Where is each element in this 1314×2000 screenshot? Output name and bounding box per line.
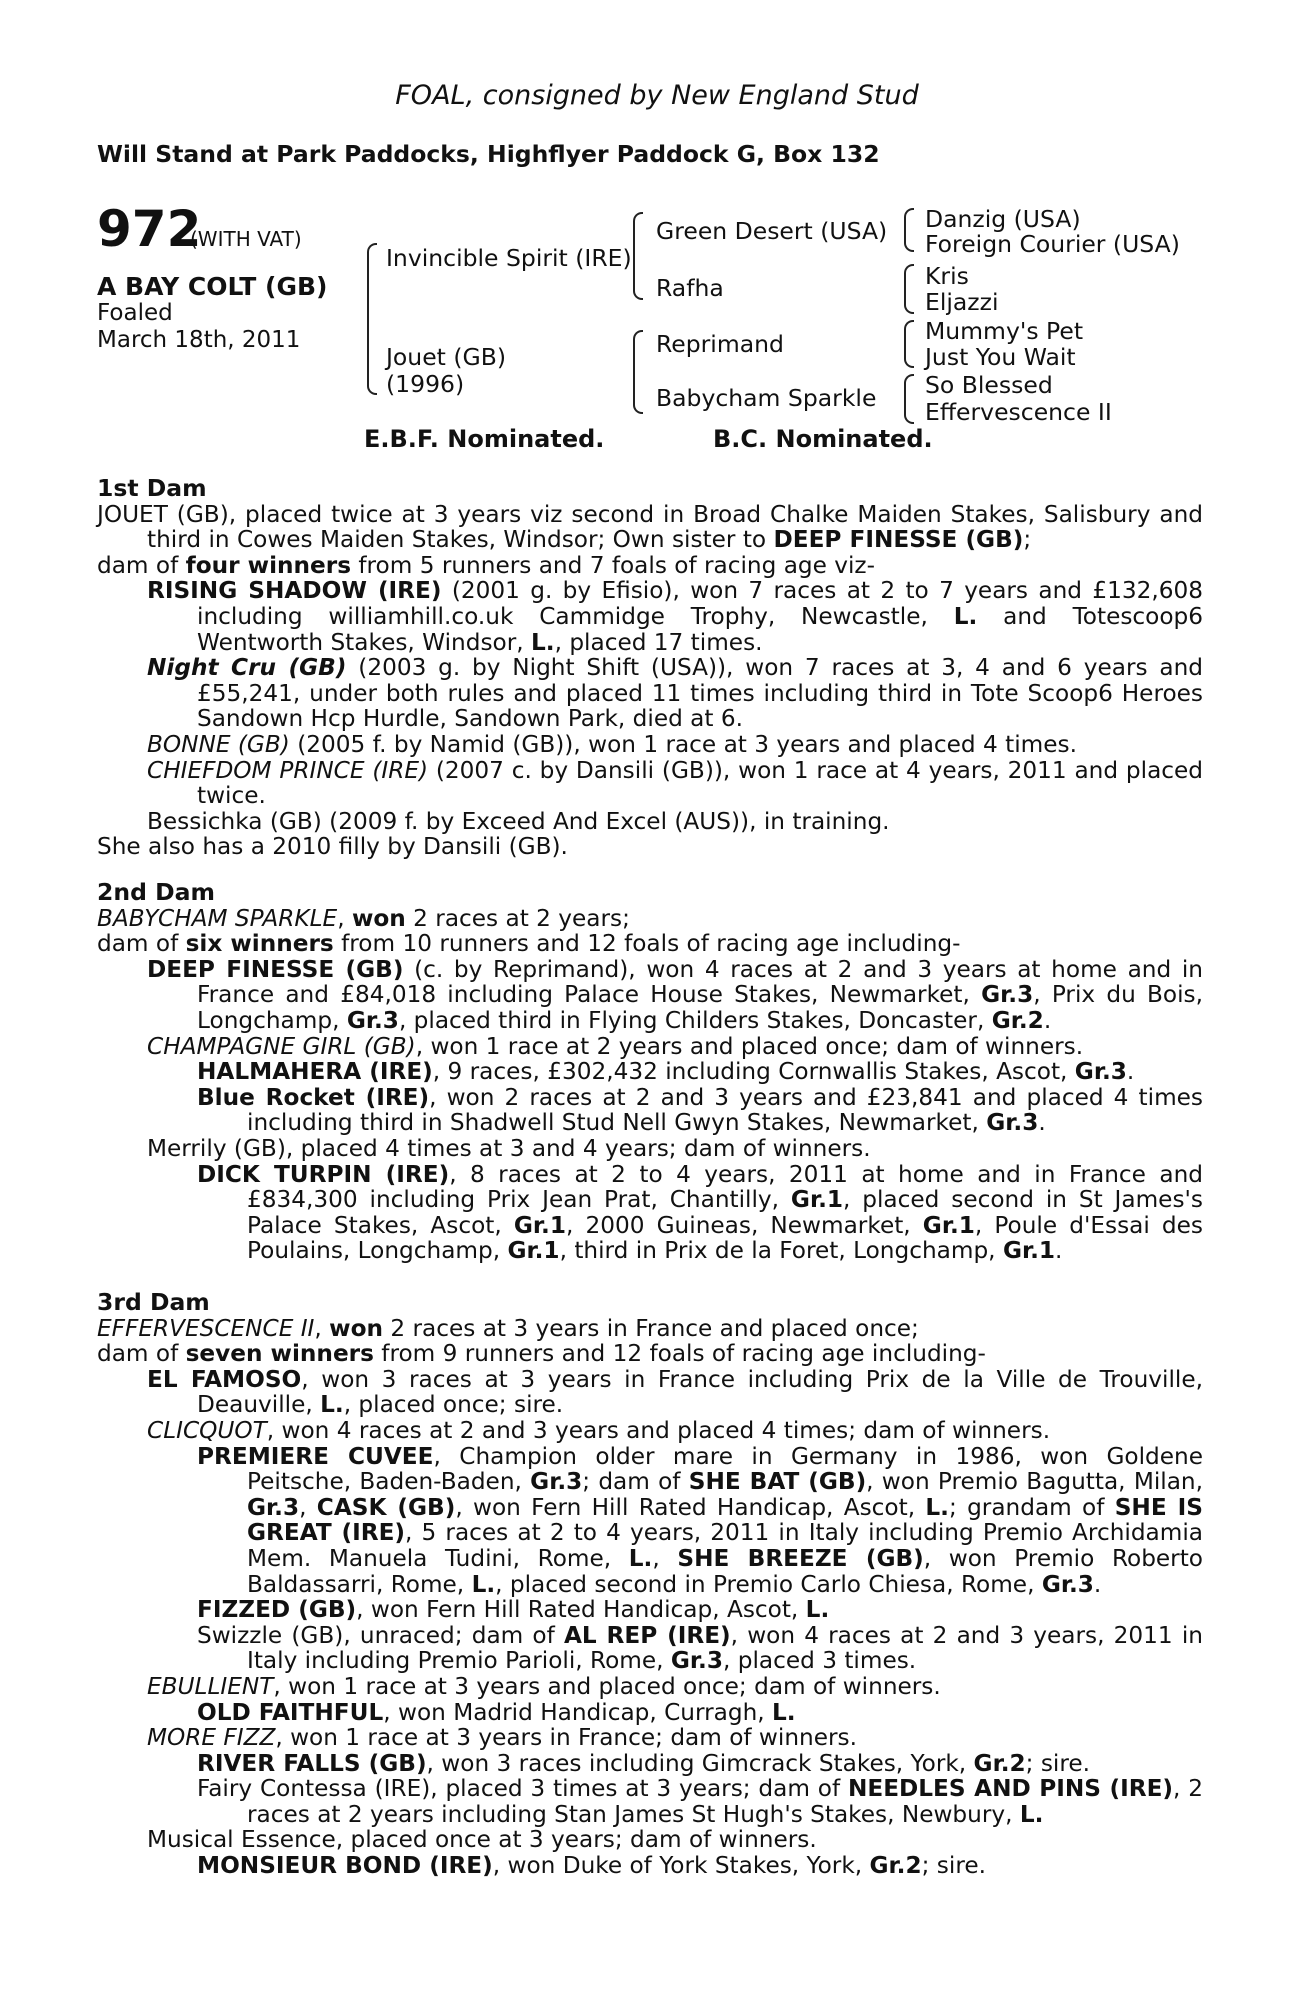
pedigree-g5: Mummy's Pet bbox=[925, 317, 1084, 345]
brace-g12 bbox=[904, 208, 914, 252]
pedigree-dam-year: (1996) bbox=[386, 370, 465, 398]
dam-produce-summary: dam of six winners from 10 runners and 12 foals of racing age including- bbox=[97, 930, 961, 958]
third-dam-section bbox=[97, 1290, 1203, 1879]
offspring-entry: EBULLIENT, won 1 race at 3 years and placed once; dam of winners. bbox=[147, 1672, 941, 1700]
foaled-label: Foaled bbox=[97, 300, 173, 326]
section-title: 3rd Dam bbox=[97, 1288, 210, 1316]
grand-offspring-entry: HALMAHERA (IRE), 9 races, £302,432 including Cornwallis Stakes, Ascot, Gr.3. bbox=[197, 1058, 1135, 1086]
pedigree-g4: Eljazzi bbox=[925, 288, 999, 316]
offspring-entry: BONNE (GB) (2005 f. by Namid (GB)), won 1 race at 3 years and placed 4 times. bbox=[147, 730, 1077, 758]
pedigree-dam-dam: Babycham Sparkle bbox=[656, 384, 877, 412]
consignor-heading: FOAL, consigned by New England Stud bbox=[395, 80, 919, 111]
brace-sire bbox=[633, 212, 643, 300]
grand-offspring-entry: FIZZED (GB), won Fern Hill Rated Handicap, Ascot, L. bbox=[197, 1596, 830, 1624]
dam-description: JOUET (GB), placed twice at 3 years viz second in Broad Chalke Maiden Stakes, Salisbury and third in Cowes Maiden Stakes, Windsor; Own sister to DEEP FINESSE (GB); bbox=[97, 500, 1203, 554]
offspring-entry: Musical Essence, placed once at 3 years; dam of winners. bbox=[147, 1826, 817, 1854]
dam-produce-summary: dam of seven winners from 9 runners and 12 foals of racing age including- bbox=[97, 1340, 986, 1368]
grand-offspring-entry: DICK TURPIN (IRE), 8 races at 2 to 4 years, 2011 at home and in France and £834,300 including Prix Jean Prat, Chantilly, Gr.1, placed second in St James's Palace Stakes, Ascot, Gr.1, 2000 Guineas, Newmarket, Gr.1, Poule d'Essai des Poulains, Longchamp, Gr.1, third in Prix de la Foret, Longchamp, Gr.1. bbox=[197, 1160, 1204, 1265]
pedigree-sire-dam: Rafha bbox=[656, 274, 724, 302]
brace-g34 bbox=[904, 264, 914, 314]
pedigree-dam-sire: Reprimand bbox=[656, 330, 784, 358]
dam-produce-summary: dam of four winners from 5 runners and 7 foals of racing age viz- bbox=[97, 551, 875, 579]
offspring-entry: DEEP FINESSE (GB) (c. by Reprimand), won 4 races at 2 and 3 years at home and in France and £84,018 including Palace House Stakes, Newmarket, Gr.3, Prix du Bois, Longchamp, Gr.3, placed third in Flying Childers Stakes, Doncaster, Gr.2. bbox=[147, 955, 1203, 1034]
grand-offspring-entry: MONSIEUR BOND (IRE), won Duke of York Stakes, York, Gr.2; sire. bbox=[197, 1852, 986, 1880]
first-dam-section bbox=[97, 476, 1203, 860]
grand-offspring-entry: PREMIERE CUVEE, Champion older mare in Germany in 1986, won Goldene Peitsche, Baden-Baden, Gr.3; dam of SHE BAT (GB), won Premio Bagutta, Milan, Gr.3, CASK (GB), won Fern Hill Rated Handicap, Ascot, L.; grandam of SHE IS GREAT (IRE), 5 races at 2 to 4 years, 2011 in Italy including Premio Archidamia Mem. Manuela Tudini, Rome, L., SHE BREEZE (GB), won Premio Roberto Baldassarri, Rome, L., placed second in Premio Carlo Chiesa, Rome, Gr.3. bbox=[197, 1442, 1204, 1598]
section-title: 1st Dam bbox=[97, 474, 207, 502]
additional-note: She also has a 2010 filly by Dansili (GB). bbox=[97, 833, 568, 861]
lot-number: 972 bbox=[97, 200, 202, 258]
brace-dam bbox=[633, 330, 643, 414]
second-dam-section bbox=[97, 880, 1203, 1264]
pedigree-g7: So Blessed bbox=[925, 371, 1053, 399]
section-title: 2nd Dam bbox=[97, 878, 215, 906]
pedigree-g3: Kris bbox=[925, 262, 969, 290]
pedigree-g1: Danzig (USA) bbox=[925, 205, 1081, 233]
offspring-entry: Bessichka (GB) (2009 f. by Exceed And Excel (AUS)), in training. bbox=[147, 807, 890, 835]
offspring-entry: CHIEFDOM PRINCE (IRE) (2007 c. by Dansili (GB)), won 1 race at 4 years, 2011 and placed twice. bbox=[147, 756, 1204, 810]
offspring-entry: RISING SHADOW (IRE) (2001 g. by Efisio), won 7 races at 2 to 7 years and £132,608 including williamhill.co.uk Cammidge Trophy, Newcastle, L. and Totescoop6 Wentworth Stakes, Windsor, L., placed 17 times. bbox=[147, 577, 1204, 656]
bc-nominated: B.C. Nominated. bbox=[713, 425, 933, 453]
stand-location: Will Stand at Park Paddocks, Highflyer Paddock G, Box 132 bbox=[97, 140, 880, 168]
grand-offspring-entry: Fairy Contessa (IRE), placed 3 times at 3 years; dam of NEEDLES AND PINS (IRE), 2 races at 2 years including Stan James St Hugh's Stakes, Newbury, L. bbox=[197, 1775, 1203, 1828]
brace-main bbox=[367, 243, 377, 395]
offspring-entry: Merrily (GB), placed 4 times at 3 and 4 years; dam of winners. bbox=[147, 1134, 871, 1162]
ebf-nominated: E.B.F. Nominated. bbox=[364, 425, 605, 453]
dam-description: BABYCHAM SPARKLE, won 2 races at 2 years; bbox=[97, 904, 630, 932]
grand-offspring-entry: Blue Rocket (IRE), won 2 races at 2 and 3 years and £23,841 and placed 4 times including third in Shadwell Stud Nell Gwyn Stakes, Newmarket, Gr.3. bbox=[197, 1083, 1204, 1137]
pedigree-g2: Foreign Courier (USA) bbox=[925, 230, 1180, 258]
dam-description: EFFERVESCENCE II, won 2 races at 3 years in France and placed once; bbox=[97, 1314, 919, 1342]
pedigree-sire: Invincible Spirit (IRE) bbox=[386, 244, 632, 272]
pedigree-dam: Jouet (GB) bbox=[386, 343, 507, 371]
brace-g56 bbox=[904, 320, 914, 368]
grand-offspring-entry: RIVER FALLS (GB), won 3 races including Gimcrack Stakes, York, Gr.2; sire. bbox=[197, 1749, 1091, 1777]
offspring-entry: Night Cru (GB) (2003 g. by Night Shift (USA)), won 7 races at 3, 4 and 6 years and £55,241, under both rules and placed 11 times including third in Tote Scoop6 Heroes Sandown Hcp Hurdle, Sandown Park, died at 6. bbox=[147, 654, 1203, 733]
lot-description: A BAY COLT (GB) bbox=[97, 272, 328, 301]
pedigree-g6: Just You Wait bbox=[925, 343, 1076, 371]
pedigree-g8: Effervescence II bbox=[925, 398, 1112, 426]
grand-offspring-entry: OLD FAITHFUL, won Madrid Handicap, Curragh, L. bbox=[197, 1698, 796, 1726]
vat-note: (WITH VAT) bbox=[190, 227, 302, 251]
foaled-date: March 18th, 2011 bbox=[97, 327, 301, 353]
offspring-entry: CLICQUOT, won 4 races at 2 and 3 years and placed 4 times; dam of winners. bbox=[147, 1416, 1051, 1444]
brace-g78 bbox=[904, 374, 914, 424]
offspring-entry: CHAMPAGNE GIRL (GB), won 1 race at 2 years and placed once; dam of winners. bbox=[147, 1032, 1084, 1060]
offspring-entry: MORE FIZZ, won 1 race at 3 years in France; dam of winners. bbox=[147, 1724, 857, 1752]
grand-offspring-entry: Swizzle (GB), unraced; dam of AL REP (IRE), won 4 races at 2 and 3 years, 2011 in Italy including Premio Parioli, Rome, Gr.3, placed 3 times. bbox=[197, 1621, 1203, 1675]
pedigree-sire-sire: Green Desert (USA) bbox=[656, 217, 888, 245]
offspring-entry: EL FAMOSO, won 3 races at 3 years in France including Prix de la Ville de Trouville, Deauville, L., placed once; sire. bbox=[147, 1365, 1203, 1419]
